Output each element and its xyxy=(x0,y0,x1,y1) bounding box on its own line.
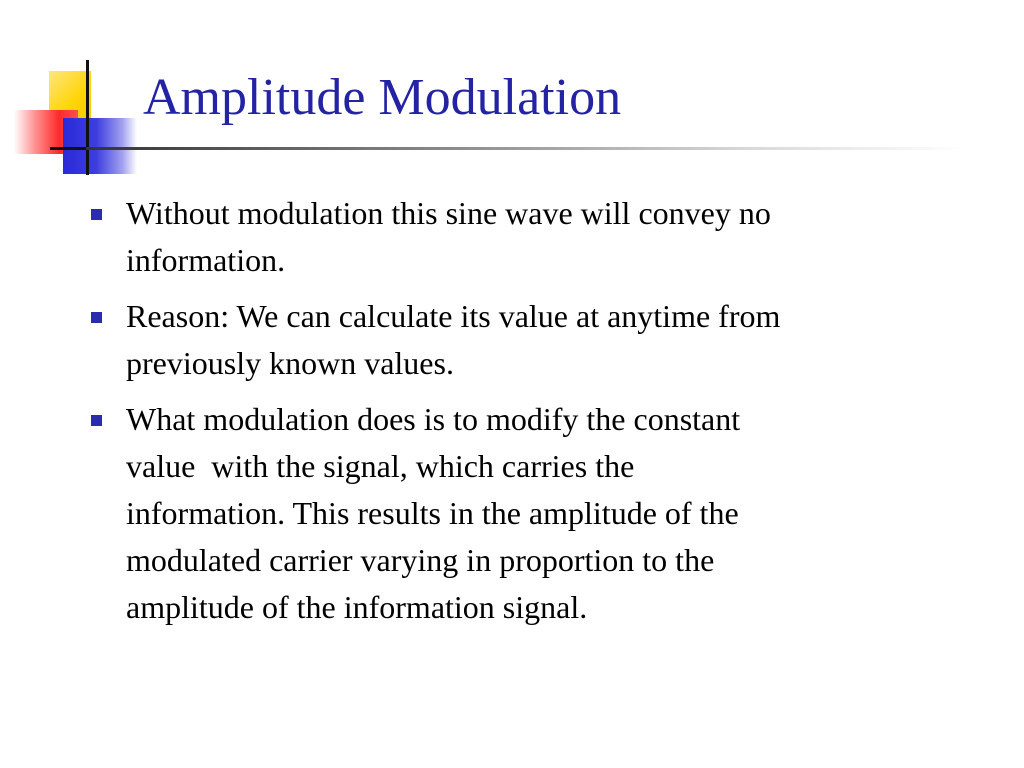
bullet-text: Without modulation this sine wave will convey no information. xyxy=(126,195,771,278)
bullet-item xyxy=(88,396,948,631)
vertical-rule-decoration xyxy=(86,60,89,175)
decorative-logo xyxy=(0,0,160,190)
blue-square-decoration xyxy=(63,118,137,174)
bullet-item xyxy=(88,190,948,284)
square-bullet-icon xyxy=(91,312,102,323)
bullet-item xyxy=(88,293,948,387)
title-underline xyxy=(86,147,966,150)
bullet-text: Reason: We can calculate its value at anytime from previously known values. xyxy=(126,298,781,381)
square-bullet-icon xyxy=(91,209,102,220)
slide-title: Amplitude Modulation xyxy=(143,69,622,126)
bullet-text: What modulation does is to modify the constant value with the signal, which carries the information. This results in the amplitude of the modulated carrier varying in proportion to the amplitude of the information signal. xyxy=(126,401,741,625)
bullet-list xyxy=(88,190,948,640)
square-bullet-icon xyxy=(91,415,102,426)
